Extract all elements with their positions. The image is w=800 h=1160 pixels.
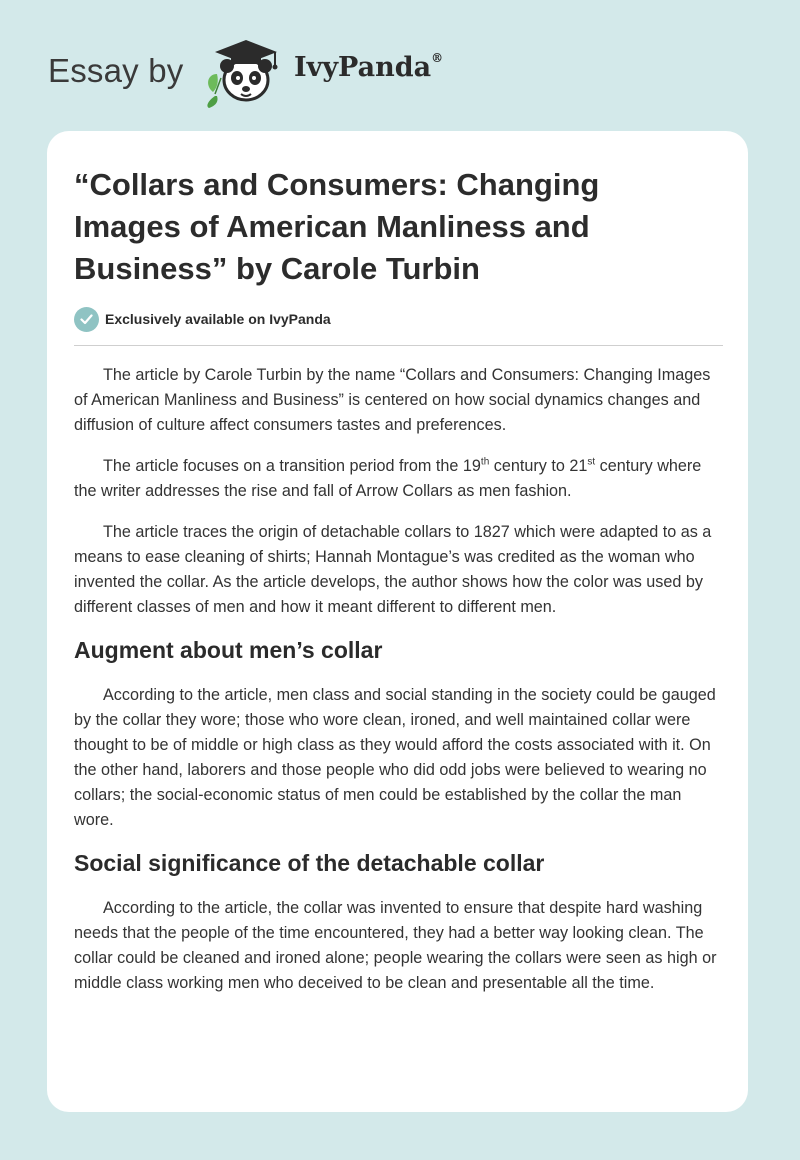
paragraph-1: The article by Carole Turbin by the name “Collars and Consumers: Changing Images of American Manliness and Business” is centered on how social dynamics changes and diffusion of culture affect consumers tastes and preferences. (74, 366, 711, 434)
paragraph-2: The article focuses on a transition period from the 19th century to 21st century where the writer addresses the rise and fall of Arrow Collars as men fashion. (74, 456, 702, 500)
site-header (48, 34, 548, 114)
exclusive-label: Exclusively available on IvyPanda (105, 311, 331, 327)
check-icon (74, 307, 99, 332)
paragraph-4: According to the article, men class and social standing in the society could be gauged by the collar they wore; those who wore clean, ironed, and well maintained collar were thought to be of middle or high class as they would afford the costs associated with it. On the other hand, laborers and those people who did odd jobs were believed to wearing no collars; the social-economic status of men could be established by the collar the man wore. (74, 686, 716, 829)
ivypanda-logo[interactable]: IvyPanda® (294, 51, 444, 83)
paragraph-5: According to the article, the collar was invented to ensure that despite hard washing needs that the people of the time encountered, they had a better way looking clean. The collar could be cleaned and ironed alone; people wearing the collars were seen as high or middle class working men who deceived to be clean and presentable all the time. (74, 899, 717, 992)
section-heading-social-significance: Social significance of the detachable collar (74, 850, 545, 876)
paragraph-3: The article traces the origin of detachable collars to 1827 which were adapted to as a means to ease cleaning of shirts; Hannah Montague’s was credited as the woman who invented the collar. As the article develops, the author shows how the color was used by different classes of men and how it meant different to different men. (74, 523, 712, 616)
essay-card (47, 131, 748, 1112)
essay-body (74, 363, 724, 1012)
panda-graduation-cap-icon[interactable] (201, 34, 287, 110)
title-divider (74, 345, 723, 346)
section-heading-mens-collar: Augment about men’s collar (74, 637, 383, 663)
essay-by-label: Essay by (48, 52, 184, 89)
essay-title: “Collars and Consumers: Changing Images of American Manliness and Business” by Carole Turbin (74, 167, 600, 286)
exclusive-badge (74, 306, 331, 332)
